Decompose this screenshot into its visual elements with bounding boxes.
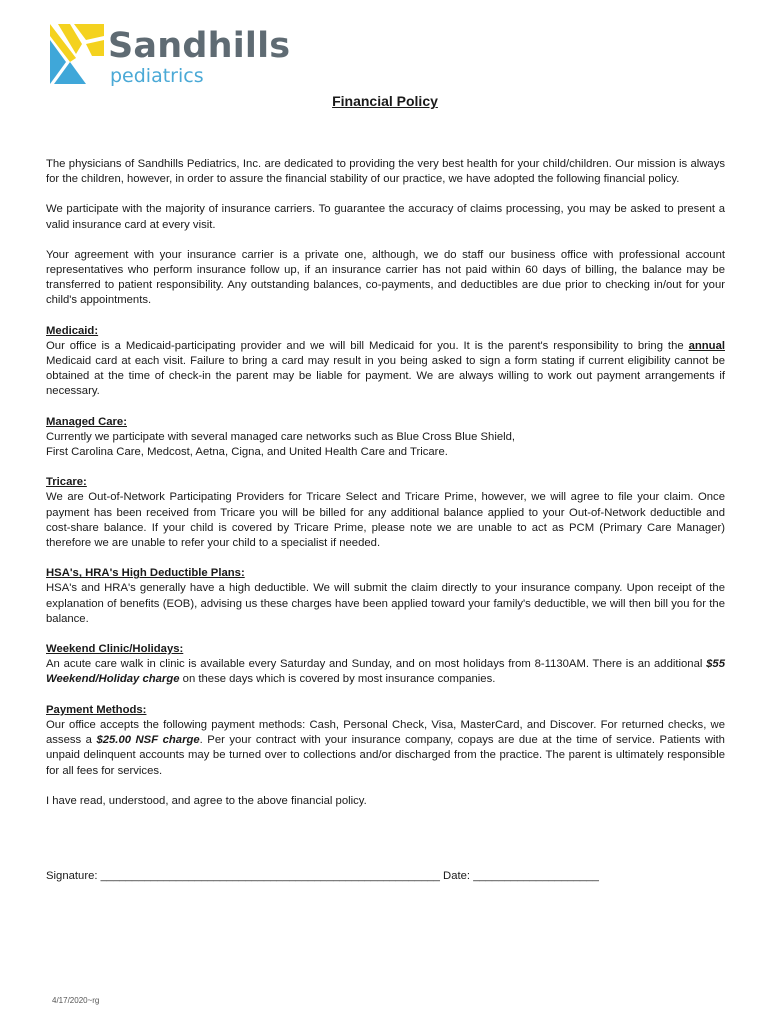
- logo-subtitle: pediatrics: [110, 65, 204, 87]
- payment-paragraph: Our office accepts the following payment methods: Cash, Personal Check, Visa, MasterCard, and Discover. For returned checks, we assess a $25.00 NSF charge. Per your contract with your insurance company, copays are due at the time of service. Patients with unpaid delinquent accounts may be turned over to collections and/or discharged from the practice. The parent is ultimately responsible for all fees for services.: [46, 718, 725, 777]
- intro-paragraph-3: Your agreement with your insurance carrier is a private one, although, we do staff our business office with professional account representatives who perform insurance follow up, if an insurance carrier has not paid within 60 days of billing, the balance may be transferred to patient responsibility. Any outstanding balances, co-payments, and deductibles are due prior to checking in/out for your child's appointments.: [46, 248, 725, 307]
- annual-emphasis: annual: [688, 339, 725, 352]
- managed-care-heading: Managed Care:: [46, 415, 127, 428]
- weekend-paragraph: An acute care walk in clinic is available every Saturday and Sunday, and on most holidays from 8-1130AM. There is an additional $55 Weekend/Holiday charge on these days which is covered by most insurance companies.: [46, 658, 725, 686]
- date-label: Date:: [439, 870, 474, 882]
- logo-name: Sandhills: [108, 26, 291, 66]
- document-title: Financial Policy: [332, 93, 438, 109]
- revision-date: 4/17/2020~rg: [52, 996, 100, 1005]
- nsf-charge: $25.00 NSF charge: [96, 734, 200, 747]
- hsa-paragraph: HSA's and HRA's generally have a high deductible. We will submit the claim directly to your insurance company. Upon receipt of the explanation of benefits (EOB), advising us these charges have been applied toward your family's deductible, we will then bill you for the balance.: [46, 582, 725, 625]
- sandhills-logo: [46, 22, 291, 92]
- intro-paragraph-1: The physicians of Sandhills Pediatrics, Inc. are dedicated to providing the very best health for your child/children. Our mission is always for the children, however, in order to assure the financial stability of our practice, we have adopted the following financial policy.: [46, 158, 725, 186]
- payment-heading: Payment Methods:: [46, 703, 147, 716]
- managed-care-line-2: First Carolina Care, Medcost, Aetna, Cigna, and United Health Care and Tricare.: [46, 446, 448, 459]
- agreement-statement: I have read, understood, and agree to the above financial policy.: [46, 794, 367, 807]
- date-line[interactable]: ____________________: [473, 870, 599, 882]
- signature-line[interactable]: ______________________________________________________: [100, 870, 440, 882]
- weekend-heading: Weekend Clinic/Holidays:: [46, 643, 184, 656]
- signature-row: [46, 870, 599, 882]
- managed-care-line-1: Currently we participate with several managed care networks such as Blue Cross Blue Shield,: [46, 430, 516, 443]
- medicaid-paragraph: Our office is a Medicaid-participating provider and we will bill Medicaid for you. It is the parent's responsibility to bring the annual Medicaid card at each visit. Failure to bring a card may result in you being asked to sign a form stating if current eligibility cannot be obtained at the time of check-in the parent may be liable for payment. We are always willing to work out payment arrangements if necessary.: [46, 339, 725, 398]
- hsa-heading: HSA's, HRA's High Deductible Plans:: [46, 567, 245, 580]
- tricare-heading: Tricare:: [46, 476, 87, 489]
- policy-body: [46, 157, 725, 809]
- signature-label: Signature:: [46, 870, 101, 882]
- intro-paragraph-2: We participate with the majority of insurance carriers. To guarantee the accuracy of claims processing, you may be asked to present a valid insurance card at every visit.: [46, 203, 725, 231]
- weekend-charge: $55 Weekend/Holiday charge: [46, 658, 725, 686]
- medicaid-heading: Medicaid:: [46, 324, 99, 337]
- sandhills-logo-mark-icon: [46, 22, 104, 88]
- tricare-paragraph: We are Out-of-Network Participating Providers for Tricare Select and Tricare Prime, however, we will agree to file your claim. Once payment has been received from Tricare you will be billed for any additional balance applied to your Out-of-Network deductible and cost-share balance. If your child is covered by Tricare Prime, please note we are unable to act as PCM (Primary Care Manager) therefore we are unable to refer your child to a specialist if needed.: [46, 491, 725, 550]
